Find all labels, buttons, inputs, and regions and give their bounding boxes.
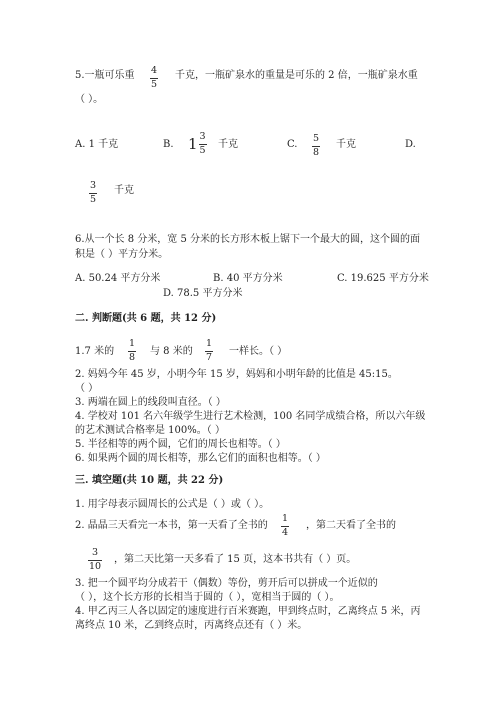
q6-text-line2: 积是（ ）平方分米。 [75, 249, 169, 260]
q6-option-b: B. 40 平方分米 [213, 273, 283, 284]
q5-option-d-label: D. [405, 139, 416, 150]
q6-text-line1: 6.从一个长 8 分米，宽 5 分米的长方形木板上锯下一个最大的圆，这个圆的面 [75, 234, 420, 245]
s2-q1-fraction-1-denominator: 8 [129, 351, 136, 363]
q5-option-a: A. 1 千克 [75, 139, 119, 150]
s2-q5-text: 5. 半径相等的两个圆，它们的周长也相等。（ ） [75, 439, 286, 450]
s3-q3-text-line1: 3. 把一个圆平均分成若干（偶数）等份，剪开后可以拼成一个近似的 [75, 578, 378, 589]
s2-q4-text-line2: 的艺术测试合格率是 100%。（ ） [75, 425, 225, 436]
s2-q1-text-part2: 与 8 米的 [150, 346, 193, 357]
q5-fraction [150, 66, 158, 89]
s3-q2-text-part1: 2. 晶晶三天看完一本书，第一天看了全书的 [75, 520, 268, 531]
q6-option-d: D. 78.5 平方分米 [163, 288, 243, 299]
s2-q1-text-part1: 1.7 米的 [75, 346, 115, 357]
s2-q6-text: 6. 如果两个圆的周长相等，那么它们的面积也相等。（ ） [75, 453, 326, 464]
q5-option-b-numerator: 3 [199, 131, 206, 142]
q5-option-c-denominator: 8 [313, 146, 320, 158]
s3-q2-fraction-1 [281, 514, 289, 537]
q5-fraction-denominator: 5 [151, 78, 158, 90]
s3-q2-fraction-2 [88, 548, 102, 571]
s3-q1-text: 1. 用字母表示圆周长的公式是（ ）或（ ）。 [75, 499, 270, 510]
s2-q1-fraction-1-numerator: 1 [129, 338, 136, 349]
q5-option-b-unit: 千克 [218, 139, 238, 150]
q5-option-b-mixed-number [188, 132, 207, 155]
q5-option-b-label: B. [163, 139, 174, 150]
q5-option-d-fraction [89, 181, 97, 204]
q5-option-d-unit: 千克 [114, 185, 134, 196]
s2-q1-fraction-2-numerator: 1 [206, 338, 213, 349]
s3-q2-fraction-1-numerator: 1 [282, 513, 289, 524]
section-2-heading: 二. 判断题(共 6 题，共 12 分) [75, 313, 217, 324]
q6-option-a: A. 50.24 平方分米 [75, 273, 161, 284]
s3-q4-text-line1: 4. 甲乙丙三人各以固定的速度进行百米赛跑，甲到终点时，乙离终点 5 米，丙 [75, 606, 421, 617]
q5-fraction-numerator: 4 [151, 65, 158, 76]
q5-option-b-whole: 1 [188, 134, 198, 153]
s2-q1-fraction-2-denominator: 7 [206, 351, 213, 363]
s3-q2-text-part3: ，第二天比第一天多看了 15 页，这本书共有（ ）页。 [114, 554, 357, 565]
q5-text-part1: 5.一瓶可乐重 [75, 70, 135, 81]
q5-option-b-fraction [199, 132, 207, 155]
s3-q4-text-line2: 离终点 10 米，乙到终点时，丙离终点还有（ ）米。 [75, 620, 308, 631]
s3-q3-text-line2: （ ），这个长方形的长相当于圆的（ ），宽相当于圆的（ ）。 [75, 592, 340, 603]
s2-q3-text: 3. 两端在圆上的线段叫直径。（ ） [75, 397, 226, 408]
s2-q4-text-line1: 4. 学校对 101 名六年级学生进行艺术检测，100 名同学成绩合格，所以六年级 [75, 411, 426, 422]
q5-answer-blank: （ ）。 [75, 94, 104, 105]
s3-q2-text-part2: ，第二天看了全书的 [306, 520, 396, 531]
s2-q2-text-line2: （ ） [75, 383, 99, 394]
section-3-heading: 三. 填空题(共 10 题，共 22 分) [75, 475, 224, 486]
q5-option-b-denominator: 5 [199, 144, 206, 156]
s2-q1-text-part3: 一样长。（ ） [229, 346, 288, 357]
s3-q2-fraction-2-denominator: 10 [89, 560, 102, 572]
q5-option-c-numerator: 5 [313, 133, 320, 144]
q6-option-c: C. 19.625 平方分米 [337, 273, 429, 284]
s2-q2-text-line1: 2. 妈妈今年 45 岁，小明今年 15 岁，妈妈和小明年龄的比值是 45:15。 [75, 369, 398, 380]
s2-q1-fraction-1 [128, 339, 136, 362]
s2-q1-fraction-2 [205, 339, 213, 362]
s3-q2-fraction-1-denominator: 4 [282, 526, 289, 538]
q5-option-c-label: C. [287, 139, 298, 150]
q5-option-d-numerator: 3 [90, 180, 97, 191]
s3-q2-fraction-2-numerator: 3 [92, 547, 99, 558]
q5-option-c-fraction [312, 134, 320, 157]
q5-option-d-denominator: 5 [90, 193, 97, 205]
q5-text-part2: 千克，一瓶矿泉水的重量是可乐的 2 倍，一瓶矿泉水重 [175, 70, 418, 81]
q5-option-c-unit: 千克 [336, 139, 356, 150]
